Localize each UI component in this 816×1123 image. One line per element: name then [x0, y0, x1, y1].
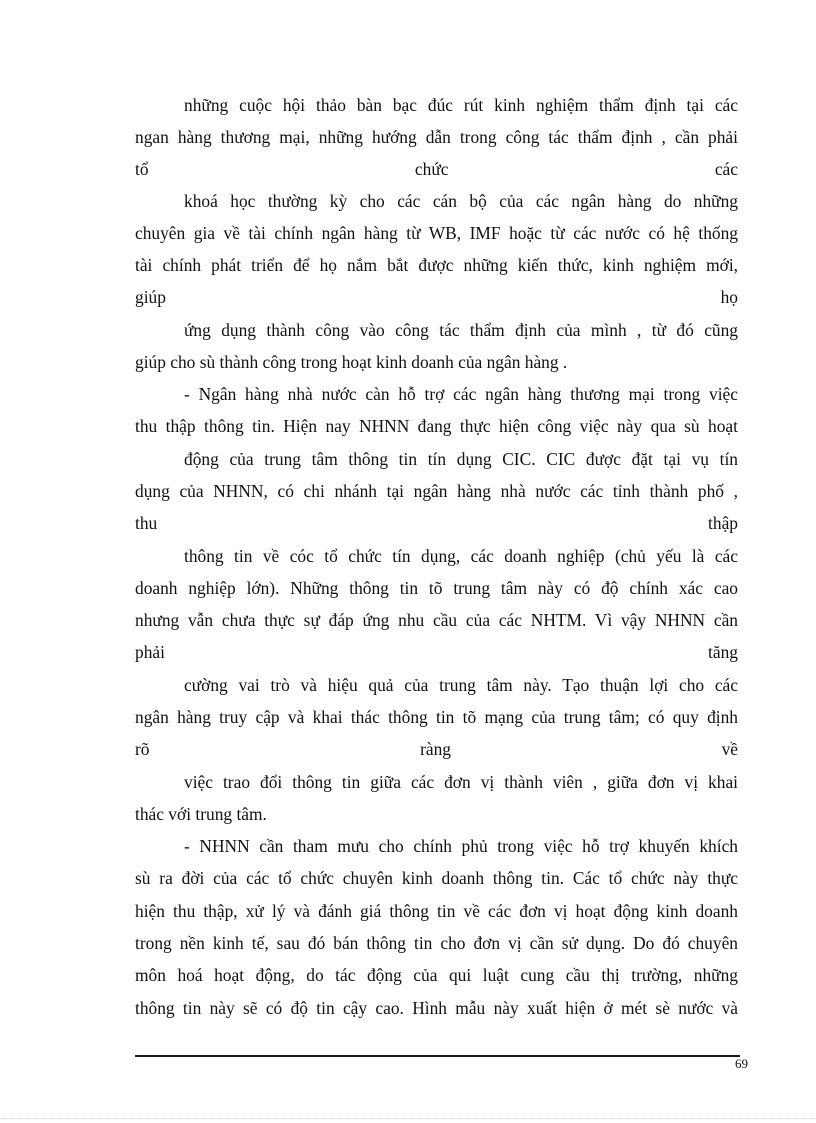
text-line: ngân hàng truy cập và khai thác thông tin tõ mạng của trung tâm; có quy định: [135, 707, 738, 727]
text-line: chuyên gia về tài chính ngân hàng từ WB, IMF hoặc từ các nước có hệ thống: [135, 223, 738, 243]
text-line: doanh nghiệp lớn). Những thông tin tõ trung tâm này có độ chính xác cao: [135, 578, 738, 598]
text-line: giúp họ: [135, 287, 738, 307]
text-line: cường vai trò và hiệu quả của trung tâm này. Tạo thuận lợi cho các: [184, 675, 738, 695]
text-line: thác với trung tâm.: [135, 804, 267, 824]
footer-rule: [135, 1055, 740, 1057]
text-line: môn hoá hoạt động, do tác động của qui luật cung cầu thị trường, những: [135, 965, 738, 985]
text-line: - NHNN cần tham mưu cho chính phủ trong việc hỗ trợ khuyến khích: [184, 836, 738, 856]
text-line: dụng của NHNN, có chi nhánh tại ngân hàng nhà nước các tỉnh thành phố ,: [135, 481, 738, 501]
text-line: động của trung tâm thông tin tín dụng CIC. CIC được đặt tại vụ tín: [184, 449, 738, 469]
text-line: những cuộc hội thảo bàn bạc đúc rút kinh nghiệm thẩm định tại các: [184, 95, 738, 115]
page-number: 69: [735, 1056, 748, 1071]
text-line: ứng dụng thành công vào công tác thẩm định của mình , từ đó cũng: [184, 320, 738, 340]
text-line: - Ngân hàng nhà nước càn hỗ trợ các ngân hàng thương mại trong việc: [184, 384, 738, 404]
text-line: khoá học thường kỳ cho các cán bộ của các ngân hàng do những: [184, 191, 738, 211]
text-line: thu thập: [135, 513, 738, 533]
text-line: sù ra đời của các tổ chức chuyên kinh doanh thông tin. Các tổ chức này thực: [135, 868, 738, 888]
text-line: thông tin về cóc tổ chức tín dụng, các doanh nghiệp (chủ yếu là các: [184, 546, 738, 566]
text-line: trong nền kinh tế, sau đó bán thông tin cho đơn vị cần sử dụng. Do đó chuyên: [135, 933, 738, 953]
page-bottom-dotted-line: [0, 1118, 816, 1119]
text-line: tài chính phát triển để họ nắm bắt được những kiến thức, kinh nghiệm mới,: [135, 255, 738, 275]
text-line: giúp cho sù thành công trong hoạt kinh doanh của ngân hàng .: [135, 352, 568, 372]
text-line: thông tin này sẽ có độ tin cậy cao. Hình mẫu này xuất hiện ở mét sè nước và: [135, 998, 738, 1018]
text-line: nhưng vẫn chưa thực sự đáp ứng nhu cầu của các NHTM. Vì vậy NHNN cần: [135, 610, 738, 630]
text-line: hiện thu thập, xử lý và đánh giá thông tin về các đơn vị hoạt động kinh doanh: [135, 901, 738, 921]
text-line: tổ chức các: [135, 159, 738, 179]
text-line: phải tăng: [135, 642, 738, 662]
text-line: thu thập thông tin. Hiện nay NHNN đang thực hiện công việc này qua sù hoạt: [135, 416, 738, 436]
text-line: ngan hàng thương mại, những hướng dẫn trong công tác thẩm định , cần phải: [135, 127, 738, 147]
text-line: rõ ràng về: [135, 739, 738, 759]
text-line: việc trao đổi thông tin giữa các đơn vị thành viên , giữa đơn vị khai: [184, 772, 738, 792]
